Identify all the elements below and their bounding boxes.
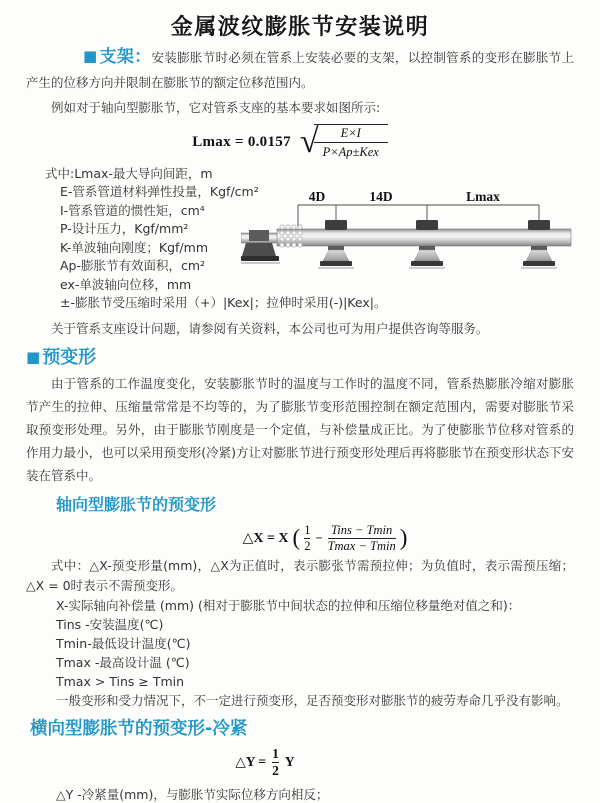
lateral-note-line: △Y -冷紧量(mm)，与膨胀节实际位移方向相反； — [56, 786, 329, 802]
definition-line: Tmax -最高设计温 (℃) — [56, 654, 190, 670]
lmax-denominator: P×Ap±Kex — [322, 145, 379, 160]
definition-line: X-实际轴向补偿量 (mm) (相对于膨胀节中间状态的拉伸和压缩位移量绝对值之和)： — [56, 597, 521, 613]
predeform-section-heading — [26, 347, 600, 369]
pipe — [277, 229, 571, 246]
definition-line: P-设计压力，Kgf/mm² — [60, 221, 189, 236]
section-square-icon: ■ — [83, 47, 98, 65]
temperature-fraction: $\frac{\text{Tins − Tmin}}{Tmax - Tmin}$ — [327, 522, 396, 553]
support-paragraph — [26, 45, 574, 95]
one-half-fraction: $\frac{1}{2}$ — [272, 745, 279, 778]
lmax-formula-lhs: Lmax = 0.0157 — [192, 133, 291, 150]
predeform-paragraph: 由于管系的工作温度变化，安装膨胀节时的温度与工作时的温度不同，管系热膨胀冷缩对膨胀节产生的拉伸、压缩量常常是不均等的，为了膨胀节变形范围控制在额定范围内，需要对膨胀节采取预变形处理。另外，由于膨胀节刚度是一个定值，与补偿量成正比。为了使膨胀节位移对管系的作用力最小，也可以采用预变形(冷紧)方让对膨胀节进行预变形处理后再将膨胀节在预变形状态下安装在管系中。 — [26, 375, 574, 483]
page-title: 金属波纹膨胀节安装说明 — [170, 15, 430, 40]
definition-line: 一般变形和受力情况下，不一定进行预变形，足否预变形对膨胀节的疲劳寿命几乎没有影响。 — [56, 692, 569, 708]
dim-label-14d: 14D — [369, 188, 393, 204]
definition-line: ex-单波轴向位移，mm — [60, 276, 192, 292]
axial-explain-paragraph: 式中：△X-预变形量(mm)，△X为正值时，表示膨张节需预拉伸；为负值时，表示需预压缩；△X = 0时表示不需预变形。 — [26, 557, 574, 593]
axial-definitions — [56, 596, 600, 710]
lateral-formula — [0, 746, 565, 779]
definition-line: Ap-膨胀节有效面积，cm² — [60, 258, 206, 273]
support-note-line: 关于管系支座设计问题，请参阅有关资料，本公司也可为用户提供咨询等服务。 — [51, 320, 489, 336]
support-section-heading — [83, 47, 151, 67]
axial-subheading: 轴向型膨胀节的预变形 — [56, 494, 217, 514]
minus-sign: − — [315, 530, 323, 545]
definition-line: Tmax > Tins ≥ Tmin — [56, 673, 185, 689]
one-half-fraction: $\frac{1}{2}$ — [304, 522, 311, 553]
definition-line: 式中:Lmax-最大导向间距，m — [45, 165, 213, 181]
lmax-radicand — [314, 124, 388, 161]
section-square-icon: ■ — [26, 347, 41, 366]
axial-formula-lhs: △X = X — [242, 530, 289, 546]
definition-line: ±-膨胀节受压缩时采用（+）|Kex|；拉伸时采用(-)|Kex|。 — [60, 295, 387, 310]
definition-line: E-管系管道材料弹性投量，Kgf/cm² — [60, 184, 259, 199]
lmax-formula — [192, 124, 388, 161]
lateral-formula-rhs: Y — [284, 754, 295, 770]
support-section-label: 支架： — [99, 47, 152, 67]
lmax-numerator: E×I — [314, 125, 388, 143]
definition-line: I-管系管道的惯性矩，cm⁴ — [60, 202, 205, 218]
radical-sign: √ — [299, 123, 319, 161]
definition-line: Tins -安装温度(℃) — [56, 616, 164, 632]
open-paren: ( — [292, 525, 301, 550]
lateral-formula-lhs: △Y = — [235, 754, 267, 770]
dim-label-lmax: Lmax — [466, 188, 500, 204]
support-intro-text: 安装膨胀节时必须在管系上安装必要的支架，以控制管系的变形在膨胀节上产生的位移方向并限制在膨胀节的额定位移范围内。 — [26, 50, 574, 90]
dim-label-4d: 4D — [308, 188, 326, 204]
predeform-heading-label: 预变形 — [42, 346, 97, 368]
document-page — [0, 10, 600, 803]
axial-formula — [25, 523, 600, 554]
pipe-support-diagram — [241, 189, 599, 275]
lateral-subheading: 横向型膨胀节的预变形-冷紧 — [30, 718, 248, 739]
definitions-and-diagram — [45, 165, 600, 313]
definition-line: K-单波轴向刚度；Kgf/mm — [60, 239, 208, 255]
definition-line: Tmin-最低设计温度(℃) — [56, 635, 191, 651]
support-example-line: 例如对于轴向型膨胀节，它对管系支座的基本要求如图所示: — [51, 100, 381, 115]
close-paren: ) — [399, 525, 408, 550]
